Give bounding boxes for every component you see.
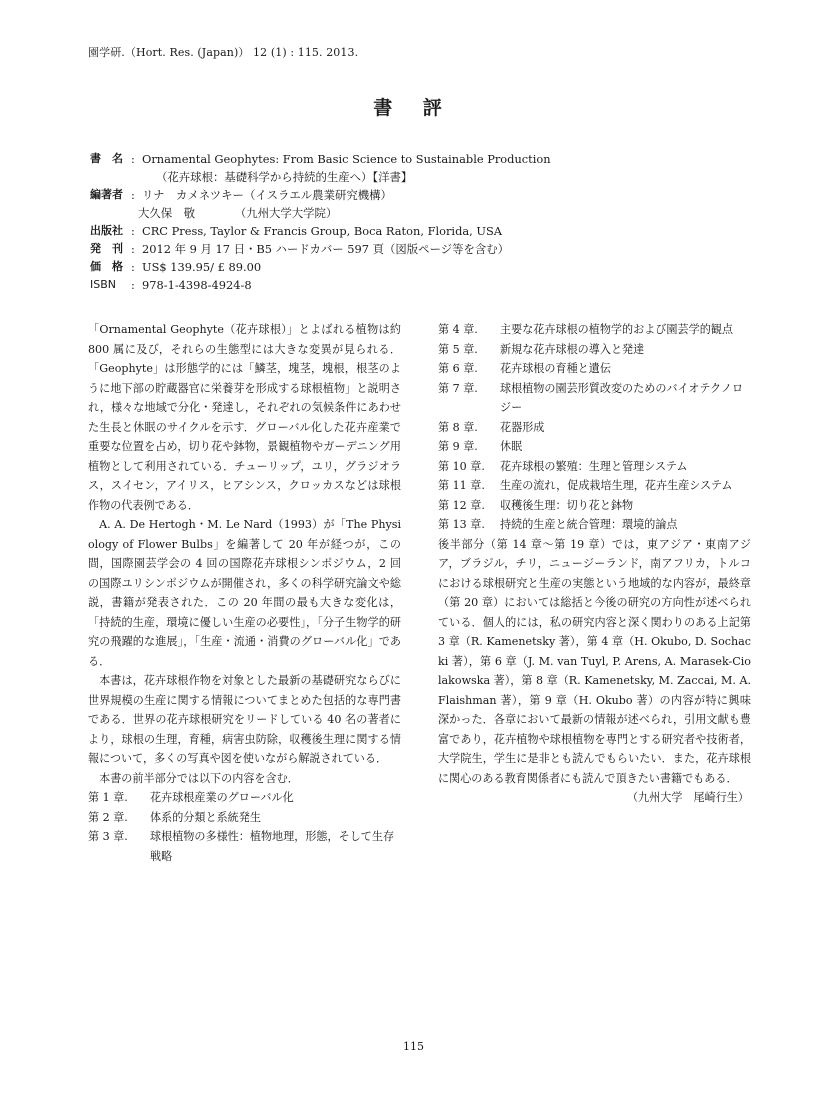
chapter-item [438, 457, 751, 477]
right-column [438, 320, 751, 808]
book-info-value: （花卉球根：基礎科学から持続的生産へ）【洋書】 [156, 170, 413, 184]
book-info-colon: : [131, 278, 135, 292]
chapter-title: 収穫後生理：切り花と鉢物 [500, 498, 634, 512]
book-info-value: CRC Press, Taylor & Francis Group, Boca Raton, Florida, USA [142, 224, 503, 238]
book-info-colon: : [131, 242, 135, 256]
book-info-value: 978-1-4398-4924-8 [142, 278, 252, 292]
chapter-number: 第 1 章. [88, 791, 128, 804]
chapter-title: 休眠 [500, 440, 523, 453]
chapter-number: 第 3 章. [88, 830, 128, 843]
chapter-title: 球根植物の多様性：植物地理，形態，そして生存戦略 [150, 830, 395, 863]
chapter-item [438, 437, 751, 457]
chapter-title: 球根植物の園芸形質改変のためのバイオテクノロジー [500, 381, 744, 414]
chapter-number: 第 7 章. [438, 381, 478, 395]
chapter-item [438, 320, 751, 340]
chapter-number: 第 4 章. [438, 323, 478, 336]
book-info-label: ISBN [90, 278, 117, 291]
page-number: 115 [403, 1040, 424, 1053]
book-info-colon: : [131, 224, 135, 238]
chapter-item [438, 476, 751, 496]
chapter-item [88, 788, 401, 808]
book-info-label: 価 格 [90, 260, 123, 273]
left-column [88, 320, 401, 866]
body-paragraph: 「Ornamental Geophyte（花卉球根）」とよばれる植物は約 800 属に及び，それらの生態型には大きな変異が見られる．「Geophyte」は形態学的には「鱗茎，塊茎，塊根，根茎のように地下部の貯蔵器官に栄養芽を形成する球根植物」と説明され，様々な地域で分化・発達し，それぞれの気候条件にあわせた生長と休眠のサイクルを示す．グローバル化した花卉産業で重要な位置を占め，切り花や鉢物，景観植物やガーデニング用植物として利用されている．チューリップ，ユリ，グラジオラス，スイセン，アイリス，ヒアシンス，クロッカスなどは球根作物の代表例である． [88, 323, 401, 512]
chapter-title: 花卉球根の育種と遺伝 [500, 362, 611, 375]
chapter-item [438, 496, 751, 516]
chapter-item [438, 418, 751, 438]
book-info-label: 編著者 [90, 188, 123, 201]
chapter-title: 生産の流れ，促成栽培生理，花卉生産システム [500, 479, 733, 492]
book-info-label: 出版社 [90, 224, 123, 237]
chapter-title: 花器形成 [500, 420, 545, 434]
chapter-number: 第 5 章. [438, 342, 478, 356]
chapter-item [438, 515, 751, 535]
book-info-colon: : [131, 188, 135, 202]
chapter-title: 体系的分類と系統発生 [150, 810, 261, 824]
book-info-value: 2012 年 9 月 17 日・B5 ハードカバー 597 頁（図版ページ等を含む） [142, 242, 510, 256]
body-paragraph: A. A. De Hertogh・M. Le Nard（1993）が「The Physiology of Flower Bulbs」を編著して 20 年が経つが，この間，国際園芸学会の 4 回の国際花卉球根シンポジウム，2 回の国際ユリシンポジウムが開催され，多くの科学研究論文や総説，書籍が発表された．この 20 年間の最も大きな変化は，「持続的生産，環境に優しい生産の必要性」，「分子生物学的研究の飛躍的な進展」，「生産・流通・消費のグローバル化」である． [88, 518, 401, 668]
chapter-number: 第 10 章. [438, 459, 485, 473]
body-paragraph: 本書の前半部分では以下の内容を含む． [99, 771, 299, 785]
book-info-colon: : [131, 152, 135, 166]
chapter-item [88, 808, 401, 828]
journal-citation: 園学研.（Hort. Res. (Japan)） 12 (1) : 115. 2013. [88, 46, 359, 59]
book-info-value: 大久保 敬 （九州大学大学院） [138, 206, 338, 220]
book-info-value: Ornamental Geophytes: From Basic Science to Sustainable Production [142, 152, 551, 166]
chapter-number: 第 2 章. [88, 810, 128, 824]
body-paragraph: 後半部分（第 14 章〜第 19 章）では，東アジア・東南アジア，ブラジル，チリ，ニュージーランド，南アフリカ，トルコにおける球根研究と生産の実態という地域的な内容が，最終章（第 20 章）においては総括と今後の研究の方向性が述べられている．個人的には，私の研究内容と深く関わりのある上記第 3 章（R. Kamenetsky 著），第 4 章（H. Okubo, D. Sochacki 著），第 6 章（J. M. van Tuyl, P. Arens, A. Marasek-Ciolakowska 著），第 8 章（R. Kamenetsky, M. Zaccai, M. A. Flaishman 著），第 9 章（H. Okubo 著）の内容が特に興味深かった．各章において最新の情報が述べられ，引用文献も豊富であり，花卉植物や球根植物を専門とする研究者や技術者，大学院生，学生に是非とも読んでもらいたい．また，花卉球根に関心のある教育関係者にも読んで頂きたい書籍でもある． [438, 537, 752, 785]
chapter-title: 主要な花卉球根の植物学的および園芸学的観点 [500, 323, 733, 336]
chapter-number: 第 12 章. [438, 498, 485, 512]
chapter-item [438, 359, 751, 379]
chapter-number: 第 11 章. [438, 479, 485, 492]
body-paragraph: 本書は，花卉球根作物を対象とした最新の基礎研究ならびに世界規模の生産に関する情報についてまとめた包括的な専門書である．世界の花卉球根研究をリードしている 40 名の著者により，球根の生理，育種，病害虫防除，収穫後生理に関する情報について，多くの写真や図を使いながら解説されている． [88, 674, 402, 765]
book-info-value: リナ カメネツキー（イスラエル農業研究機構） [142, 188, 392, 202]
book-info-colon: : [131, 260, 135, 274]
reviewer-signature: （九州大学 尾崎行生） [626, 791, 749, 804]
chapter-title: 新規な花卉球根の導入と発達 [500, 342, 645, 356]
chapter-number: 第 13 章. [438, 518, 485, 531]
book-info-value: US$ 139.95/ £ 89.00 [142, 260, 262, 274]
chapter-number: 第 6 章. [438, 362, 478, 375]
book-info-label: 書 名 [90, 152, 123, 165]
chapter-title: 花卉球根産業のグローバル化 [150, 791, 294, 804]
chapter-title: 持続的生産と統合管理：環境的論点 [500, 518, 678, 531]
chapter-number: 第 8 章. [438, 420, 478, 434]
chapter-number: 第 9 章. [438, 440, 478, 453]
book-info-label: 発 刊 [90, 242, 123, 255]
page-title: 書 評 [373, 97, 454, 119]
chapter-item [438, 379, 751, 418]
chapter-item [438, 340, 751, 360]
chapter-title: 花卉球根の繁殖：生理と管理システム [500, 459, 688, 473]
chapter-item [88, 827, 401, 866]
